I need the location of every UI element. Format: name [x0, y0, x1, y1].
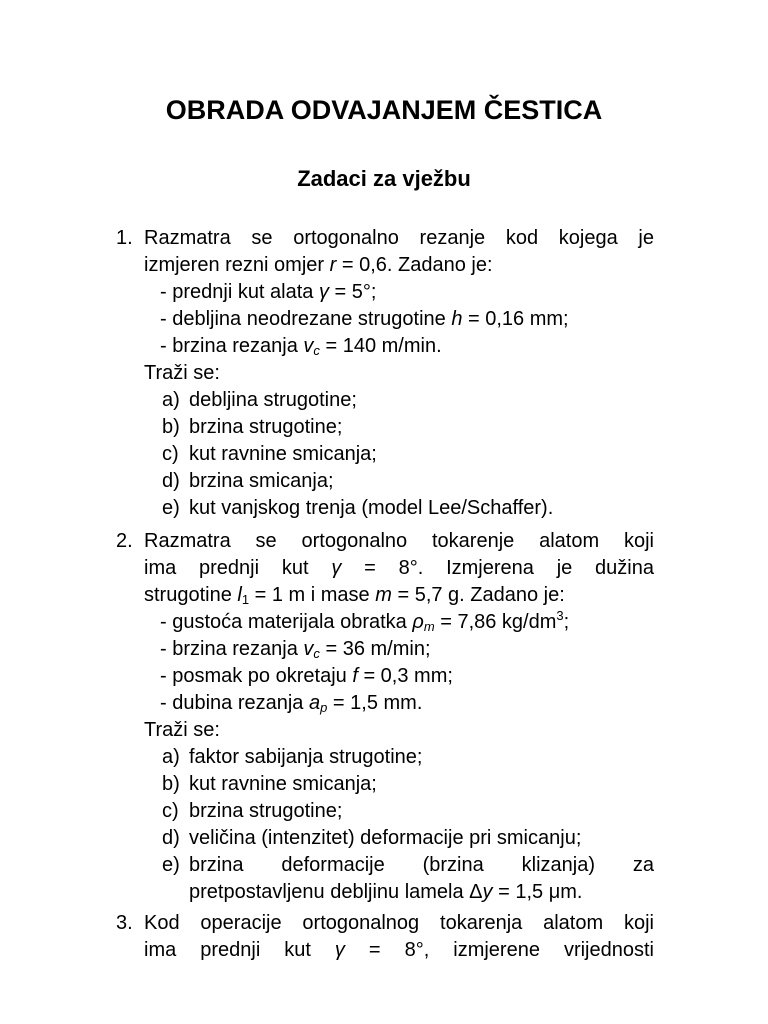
given-param: - debljina neodrezane strugotine h = 0,16 mm; — [160, 308, 569, 330]
task-2-line-2: ima prednji kut γ = 8°. Izmjerena je dužina — [144, 557, 654, 579]
task-1-line-1: 1. Razmatra se ortogonalno rezanje kod kojega je — [116, 225, 654, 252]
task-number: 2. — [116, 530, 133, 552]
given-param: - brzina rezanja $v_c = 140$ m/min. — [160, 335, 442, 358]
required-heading: Traži se: — [144, 719, 220, 741]
task-2-line-3: strugotine $l_1 = 1$ m i mase m = 5,7 g. Zadano je: — [144, 584, 565, 607]
given-param: - prednji kut alata γ = 5°; — [160, 281, 377, 303]
given-param: - posmak po okretaju f = 0,3 mm; — [160, 665, 453, 687]
task-3-line-1: 3. Kod operacije ortogonalnog tokarenja alatom koji — [116, 910, 654, 937]
given-param: - brzina rezanja $v_c = 36$ m/min; — [160, 638, 431, 661]
given-param: - gustoća materijala obratka $\rho_m = 7,86$ $kg/dm^3$; — [160, 608, 570, 634]
task-number: 1. — [116, 227, 133, 249]
list-item: e) brzina deformacije (brzina klizanja) za — [162, 854, 654, 876]
document-title: OBRADA ODVAJANJEM ČESTICA — [165, 95, 603, 125]
task-2-line-1: 2. Razmatra se ortogonalno tokarenje alatom koji — [116, 528, 654, 555]
task-number: 3. — [116, 912, 133, 934]
required-heading: Traži se: — [144, 362, 220, 384]
task-1-line-2: izmjeren rezni omjer r = 0,6. Zadano je: — [144, 254, 493, 276]
document-subtitle: Zadaci za vježbu — [297, 166, 471, 191]
given-param: - dubina rezanja $a_p = 1,5$ mm. — [160, 692, 423, 715]
list-item-continuation: pretpostavljenu debljinu lamela Δy = 1,5 μm. — [189, 881, 583, 903]
task-3-line-2: ima prednji kut γ = 8°, izmjerene vrijednosti — [144, 939, 654, 961]
